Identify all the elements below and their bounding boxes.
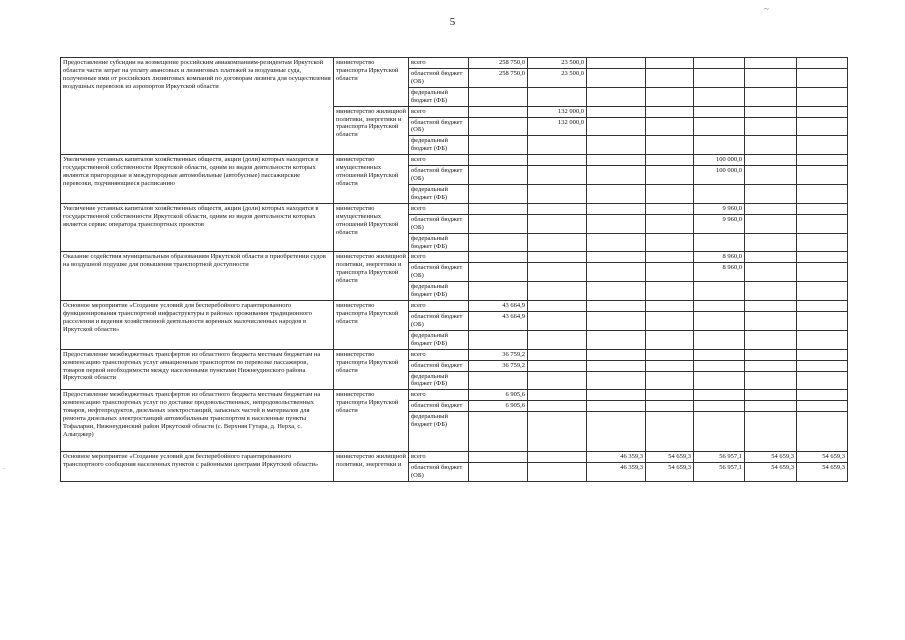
funding-source-cell: федеральный бюджет (ФБ) xyxy=(409,233,469,252)
amount-cell xyxy=(587,136,646,155)
amount-cell xyxy=(469,136,528,155)
amount-cell xyxy=(587,311,646,330)
amount-cell xyxy=(797,203,848,214)
amount-cell xyxy=(797,106,848,117)
amount-cell xyxy=(587,390,646,401)
amount-cell xyxy=(694,106,745,117)
funding-source-cell: областной бюджет xyxy=(409,360,469,371)
activity-cell: Основное мероприятие «Создание условий для бесперебойного гарантированного функционирования транспортной инфраструктуры в районах проживания традиционного расселения и ведения хозяйственной деятельности коренных малочисленных народов в Иркутской области» xyxy=(61,301,334,350)
amount-cell: 56 957,1 xyxy=(694,463,745,482)
amount-cell xyxy=(587,349,646,360)
amount-cell xyxy=(694,301,745,312)
amount-cell xyxy=(694,401,745,412)
executor-cell: министерство имущественных отношений Иркутской области xyxy=(334,203,409,252)
amount-cell xyxy=(528,311,587,330)
amount-cell: 36 759,2 xyxy=(469,349,528,360)
amount-cell xyxy=(694,330,745,349)
amount-cell xyxy=(587,117,646,136)
activity-cell: Предоставление межбюджетных трансфертов из областного бюджета местным бюджетам на компенсацию транспортных услуг по доставке продовольственных, непродовольственных товаров, нефтепродуктов, дизельных электростанций, запасных частей и материалов для ремонта дизельных электростанций автомобильным транспортом в населенные пункты Тофаларии, Нижнеудинский район Иркутской области (с. Верхняя Гутара, д. Нерха, с. Алыгджер) xyxy=(61,390,334,452)
amount-cell xyxy=(694,371,745,390)
amount-cell: 54 659,3 xyxy=(745,452,797,463)
amount-cell xyxy=(745,117,797,136)
amount-cell xyxy=(587,301,646,312)
amount-cell: 54 659,3 xyxy=(797,452,848,463)
amount-cell: 258 750,0 xyxy=(469,58,528,69)
amount-cell: 43 664,9 xyxy=(469,301,528,312)
funding-source-cell: всего xyxy=(409,252,469,263)
amount-cell xyxy=(797,282,848,301)
amount-cell xyxy=(528,452,587,463)
amount-cell: 6 905,6 xyxy=(469,401,528,412)
amount-cell xyxy=(646,58,694,69)
table-row xyxy=(61,203,848,214)
amount-cell xyxy=(694,184,745,203)
amount-cell xyxy=(694,233,745,252)
amount-cell: 100 000,0 xyxy=(694,166,745,185)
amount-cell xyxy=(587,412,646,452)
amount-cell xyxy=(745,371,797,390)
amount-cell xyxy=(528,412,587,452)
amount-cell xyxy=(528,390,587,401)
amount-cell: 54 659,3 xyxy=(797,463,848,482)
amount-cell xyxy=(469,203,528,214)
amount-cell xyxy=(587,371,646,390)
amount-cell xyxy=(797,184,848,203)
amount-cell xyxy=(745,282,797,301)
amount-cell xyxy=(745,311,797,330)
amount-cell xyxy=(528,301,587,312)
amount-cell xyxy=(587,360,646,371)
funding-source-cell: федеральный бюджет (ФБ) xyxy=(409,184,469,203)
funding-source-cell: всего xyxy=(409,452,469,463)
amount-cell xyxy=(469,412,528,452)
amount-cell xyxy=(587,155,646,166)
amount-cell: 132 000,0 xyxy=(528,117,587,136)
amount-cell xyxy=(587,330,646,349)
amount-cell xyxy=(646,330,694,349)
amount-cell: 8 960,0 xyxy=(694,263,745,282)
amount-cell xyxy=(745,166,797,185)
amount-cell xyxy=(528,282,587,301)
amount-cell xyxy=(646,106,694,117)
amount-cell xyxy=(745,214,797,233)
amount-cell xyxy=(469,263,528,282)
amount-cell xyxy=(469,282,528,301)
amount-cell xyxy=(469,184,528,203)
activity-cell: Предоставление субсидии на возмещение российским авиакомпаниям-резидентам Иркутской области части затрат на уплату авансовых и лизинговых платежей за воздушные суда, полученные ими от российских лизинговых компаний по договорам лизинга для осуществления воздушных перевозок из аэропортов Иркутской области xyxy=(61,58,334,155)
amount-cell: 56 957,1 xyxy=(694,452,745,463)
amount-cell xyxy=(587,87,646,106)
amount-cell xyxy=(797,117,848,136)
amount-cell: 100 000,0 xyxy=(694,155,745,166)
funding-source-cell: областной бюджет (ОБ) xyxy=(409,68,469,87)
amount-cell xyxy=(745,155,797,166)
amount-cell: 9 960,0 xyxy=(694,203,745,214)
amount-cell xyxy=(694,58,745,69)
amount-cell xyxy=(646,390,694,401)
amount-cell xyxy=(528,330,587,349)
corner-mark: ~ xyxy=(764,4,769,14)
activity-cell: Оказание содействия муниципальным образованиям Иркутской области в приобретении судов на воздушной подушке для повышения транспортной доступности xyxy=(61,252,334,301)
amount-cell xyxy=(469,166,528,185)
table-row xyxy=(61,252,848,263)
budget-table xyxy=(60,57,848,482)
amount-cell xyxy=(797,311,848,330)
funding-source-cell: областной бюджет (ОБ) xyxy=(409,263,469,282)
funding-source-cell: областной бюджет (ОБ) xyxy=(409,311,469,330)
funding-source-cell: всего xyxy=(409,58,469,69)
amount-cell xyxy=(528,87,587,106)
amount-cell: 8 960,0 xyxy=(694,252,745,263)
amount-cell xyxy=(469,252,528,263)
budget-table-body xyxy=(61,58,848,482)
funding-source-cell: федеральный бюджет (ФБ) xyxy=(409,330,469,349)
amount-cell xyxy=(469,233,528,252)
amount-cell xyxy=(646,282,694,301)
funding-source-cell: федеральный бюджет (ФБ) xyxy=(409,87,469,106)
amount-cell xyxy=(646,155,694,166)
amount-cell xyxy=(469,463,528,482)
funding-source-cell: всего xyxy=(409,301,469,312)
amount-cell xyxy=(646,311,694,330)
amount-cell xyxy=(646,184,694,203)
amount-cell xyxy=(694,282,745,301)
amount-cell: 46 359,3 xyxy=(587,452,646,463)
funding-source-cell: областной бюджет (ОБ) xyxy=(409,463,469,482)
amount-cell xyxy=(587,233,646,252)
amount-cell xyxy=(528,349,587,360)
amount-cell xyxy=(646,349,694,360)
amount-cell xyxy=(797,58,848,69)
executor-cell: министерство имущественных отношений Иркутской области xyxy=(334,155,409,204)
executor-cell: министерство транспорта Иркутской области xyxy=(334,349,409,390)
amount-cell: 23 500,0 xyxy=(528,68,587,87)
amount-cell xyxy=(797,155,848,166)
amount-cell xyxy=(469,371,528,390)
amount-cell xyxy=(469,330,528,349)
amount-cell: 54 659,3 xyxy=(646,452,694,463)
executor-cell: министерство транспорта Иркутской области xyxy=(334,301,409,350)
amount-cell xyxy=(646,401,694,412)
amount-cell: 258 750,0 xyxy=(469,68,528,87)
funding-source-cell: областной бюджет (ОБ) xyxy=(409,117,469,136)
amount-cell xyxy=(646,233,694,252)
amount-cell xyxy=(745,106,797,117)
table-row xyxy=(61,390,848,401)
amount-cell xyxy=(745,87,797,106)
amount-cell xyxy=(646,117,694,136)
amount-cell xyxy=(646,214,694,233)
table-row xyxy=(61,452,848,463)
amount-cell xyxy=(797,412,848,452)
amount-cell xyxy=(797,214,848,233)
amount-cell xyxy=(797,371,848,390)
amount-cell xyxy=(797,263,848,282)
amount-cell xyxy=(745,203,797,214)
activity-cell: Увеличение уставных капиталов хозяйственных обществ, акции (доли) которых находятся в государственной собственности Иркутской области, одним из видов деятельности которых является сервис оператора транспортных проектов xyxy=(61,203,334,252)
funding-source-cell: всего xyxy=(409,155,469,166)
funding-source-cell: областной бюджет (ОБ) xyxy=(409,214,469,233)
amount-cell xyxy=(745,233,797,252)
amount-cell xyxy=(745,360,797,371)
amount-cell: 43 664,9 xyxy=(469,311,528,330)
amount-cell xyxy=(797,68,848,87)
amount-cell xyxy=(797,233,848,252)
amount-cell: 23 500,0 xyxy=(528,58,587,69)
amount-cell xyxy=(528,360,587,371)
amount-cell xyxy=(694,311,745,330)
amount-cell xyxy=(797,252,848,263)
funding-source-cell: федеральный бюджет (ФБ) xyxy=(409,371,469,390)
amount-cell xyxy=(587,282,646,301)
amount-cell xyxy=(469,155,528,166)
amount-cell: 36 759,2 xyxy=(469,360,528,371)
activity-cell: Основное мероприятие «Создание условий для бесперебойного гарантированного транспортного сообщения населенных пунктов с районными центрами Иркутской области» xyxy=(61,452,334,482)
funding-source-cell: всего xyxy=(409,106,469,117)
amount-cell xyxy=(745,263,797,282)
executor-cell: министерство жилищной политики, энергетики и транспорта Иркутской области xyxy=(334,252,409,301)
amount-cell xyxy=(646,203,694,214)
amount-cell xyxy=(745,390,797,401)
amount-cell xyxy=(797,349,848,360)
amount-cell xyxy=(745,184,797,203)
amount-cell: 54 659,3 xyxy=(646,463,694,482)
amount-cell xyxy=(646,360,694,371)
amount-cell xyxy=(587,401,646,412)
executor-cell: министерство транспорта Иркутской области xyxy=(334,390,409,452)
amount-cell xyxy=(745,58,797,69)
amount-cell xyxy=(528,184,587,203)
side-mark: . xyxy=(3,462,5,471)
amount-cell xyxy=(528,233,587,252)
amount-cell xyxy=(745,401,797,412)
amount-cell xyxy=(528,371,587,390)
amount-cell xyxy=(528,155,587,166)
amount-cell xyxy=(646,371,694,390)
funding-source-cell: федеральный бюджет (ФБ) xyxy=(409,412,469,452)
amount-cell xyxy=(694,412,745,452)
executor-cell: министерство транспорта Иркутской области xyxy=(334,58,409,107)
amount-cell xyxy=(528,463,587,482)
funding-source-cell: всего xyxy=(409,390,469,401)
amount-cell xyxy=(587,68,646,87)
amount-cell xyxy=(587,214,646,233)
amount-cell xyxy=(587,263,646,282)
amount-cell xyxy=(694,360,745,371)
amount-cell: 6 905,6 xyxy=(469,390,528,401)
amount-cell xyxy=(745,330,797,349)
amount-cell xyxy=(469,117,528,136)
funding-source-cell: федеральный бюджет (ФБ) xyxy=(409,136,469,155)
amount-cell xyxy=(745,136,797,155)
amount-cell xyxy=(646,263,694,282)
amount-cell xyxy=(646,252,694,263)
amount-cell xyxy=(797,401,848,412)
amount-cell xyxy=(745,301,797,312)
amount-cell xyxy=(797,136,848,155)
amount-cell xyxy=(646,87,694,106)
amount-cell xyxy=(646,301,694,312)
amount-cell xyxy=(694,349,745,360)
amount-cell: 9 960,0 xyxy=(694,214,745,233)
amount-cell xyxy=(469,214,528,233)
activity-cell: Предоставление межбюджетных трансфертов из областного бюджета местным бюджетам на компенсацию транспортных услуг авиационным транспортом по перевозке пассажиров, товаров первой необходимости между населенными пунктами Нижнеудинского района Иркутской области xyxy=(61,349,334,390)
amount-cell: 132 000,0 xyxy=(528,106,587,117)
funding-source-cell: всего xyxy=(409,203,469,214)
amount-cell xyxy=(528,252,587,263)
amount-cell xyxy=(587,252,646,263)
activity-cell: Увеличение уставных капиталов хозяйственных обществ, акции (доли) которых находятся в государственной собственности Иркутской области, одним из видов деятельности которых являются пригородные и междугородные автомобильные (автобусные) пассажирские перевозки, подчиняющиеся расписанию xyxy=(61,155,334,204)
funding-source-cell: областной бюджет (ОБ) xyxy=(409,166,469,185)
amount-cell xyxy=(694,136,745,155)
amount-cell xyxy=(797,301,848,312)
table-row xyxy=(61,301,848,312)
page-number: 5 xyxy=(449,16,456,28)
amount-cell xyxy=(797,87,848,106)
amount-cell xyxy=(587,166,646,185)
executor-cell: министерство жилищной политики, энергетики и транспорта Иркутской области xyxy=(334,106,409,155)
amount-cell xyxy=(797,390,848,401)
amount-cell xyxy=(528,401,587,412)
amount-cell xyxy=(646,68,694,87)
amount-cell xyxy=(469,452,528,463)
amount-cell xyxy=(694,87,745,106)
amount-cell xyxy=(587,184,646,203)
amount-cell xyxy=(646,166,694,185)
amount-cell: 54 659,3 xyxy=(745,463,797,482)
table-row xyxy=(61,58,848,69)
table-row xyxy=(61,349,848,360)
amount-cell xyxy=(694,390,745,401)
amount-cell: 46 359,3 xyxy=(587,463,646,482)
amount-cell xyxy=(469,106,528,117)
amount-cell xyxy=(745,412,797,452)
amount-cell xyxy=(797,360,848,371)
amount-cell xyxy=(646,136,694,155)
table-row xyxy=(61,155,848,166)
amount-cell xyxy=(528,166,587,185)
amount-cell xyxy=(745,252,797,263)
amount-cell xyxy=(587,203,646,214)
amount-cell xyxy=(797,166,848,185)
amount-cell xyxy=(646,412,694,452)
amount-cell xyxy=(528,263,587,282)
amount-cell xyxy=(694,68,745,87)
funding-source-cell: федеральный бюджет (ФБ) xyxy=(409,282,469,301)
amount-cell xyxy=(745,68,797,87)
amount-cell xyxy=(528,136,587,155)
funding-source-cell: всего xyxy=(409,349,469,360)
executor-cell: министерство жилищной политики, энергетики и xyxy=(334,452,409,482)
amount-cell xyxy=(694,117,745,136)
funding-source-cell: областной бюджет xyxy=(409,401,469,412)
amount-cell xyxy=(587,58,646,69)
amount-cell xyxy=(587,106,646,117)
amount-cell xyxy=(469,87,528,106)
amount-cell xyxy=(528,214,587,233)
amount-cell xyxy=(745,349,797,360)
amount-cell xyxy=(528,203,587,214)
amount-cell xyxy=(797,330,848,349)
